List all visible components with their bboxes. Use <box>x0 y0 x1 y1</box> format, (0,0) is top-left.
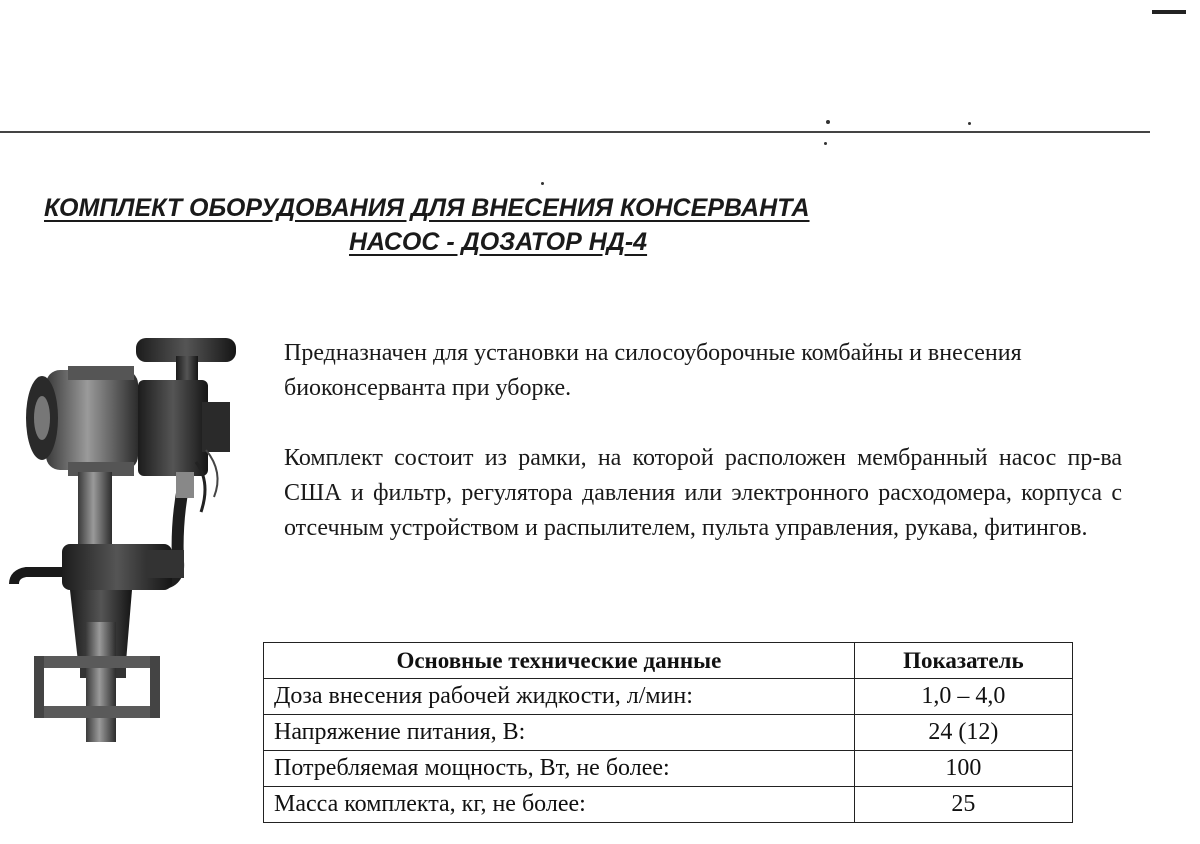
table-row <box>264 679 1073 715</box>
table-cell-parameter: Напряжение питания, В: <box>264 715 855 751</box>
table-cell-parameter: Доза внесения рабочей жидкости, л/мин: <box>264 679 855 715</box>
table-cell-value: 100 <box>854 751 1072 787</box>
scan-mark <box>1152 10 1186 14</box>
top-divider-line <box>0 131 1150 133</box>
page-title: КОМПЛЕКТ ОБОРУДОВАНИЯ ДЛЯ ВНЕСЕНИЯ КОНСЕРВАНТА <box>44 194 810 222</box>
table-header-parameter: Основные технические данные <box>264 643 855 679</box>
table-header-row <box>264 643 1073 679</box>
page-subtitle: НАСОС - ДОЗАТОР НД-4 <box>349 228 648 256</box>
scan-speck <box>541 182 544 185</box>
technical-specs-table <box>263 642 1073 823</box>
table-row <box>264 751 1073 787</box>
table-cell-value: 25 <box>854 787 1072 823</box>
pump-photo <box>6 322 251 742</box>
table-cell-value: 1,0 – 4,0 <box>854 679 1072 715</box>
scan-speck <box>826 120 830 124</box>
scan-speck <box>968 122 971 125</box>
description-paragraph: Предназначен для установки на силосоуборочные комбайны и внесения биоконсерванта при уборке. <box>284 340 1022 401</box>
table-row <box>264 787 1073 823</box>
composition-paragraph: Комплект состоит из рамки, на которой расположен мембранный насос пр-ва США и фильтр, регулятора давления или электронного расходомера, корпуса с отсечным устройством и распылителем, пульта управления, рукава, фитингов. <box>284 445 1122 541</box>
table-cell-parameter: Потребляемая мощность, Вт, не более: <box>264 751 855 787</box>
table-row <box>264 715 1073 751</box>
scan-speck <box>824 142 827 145</box>
table-cell-value: 24 (12) <box>854 715 1072 751</box>
table-header-value: Показатель <box>854 643 1072 679</box>
table-cell-parameter: Масса комплекта, кг, не более: <box>264 787 855 823</box>
